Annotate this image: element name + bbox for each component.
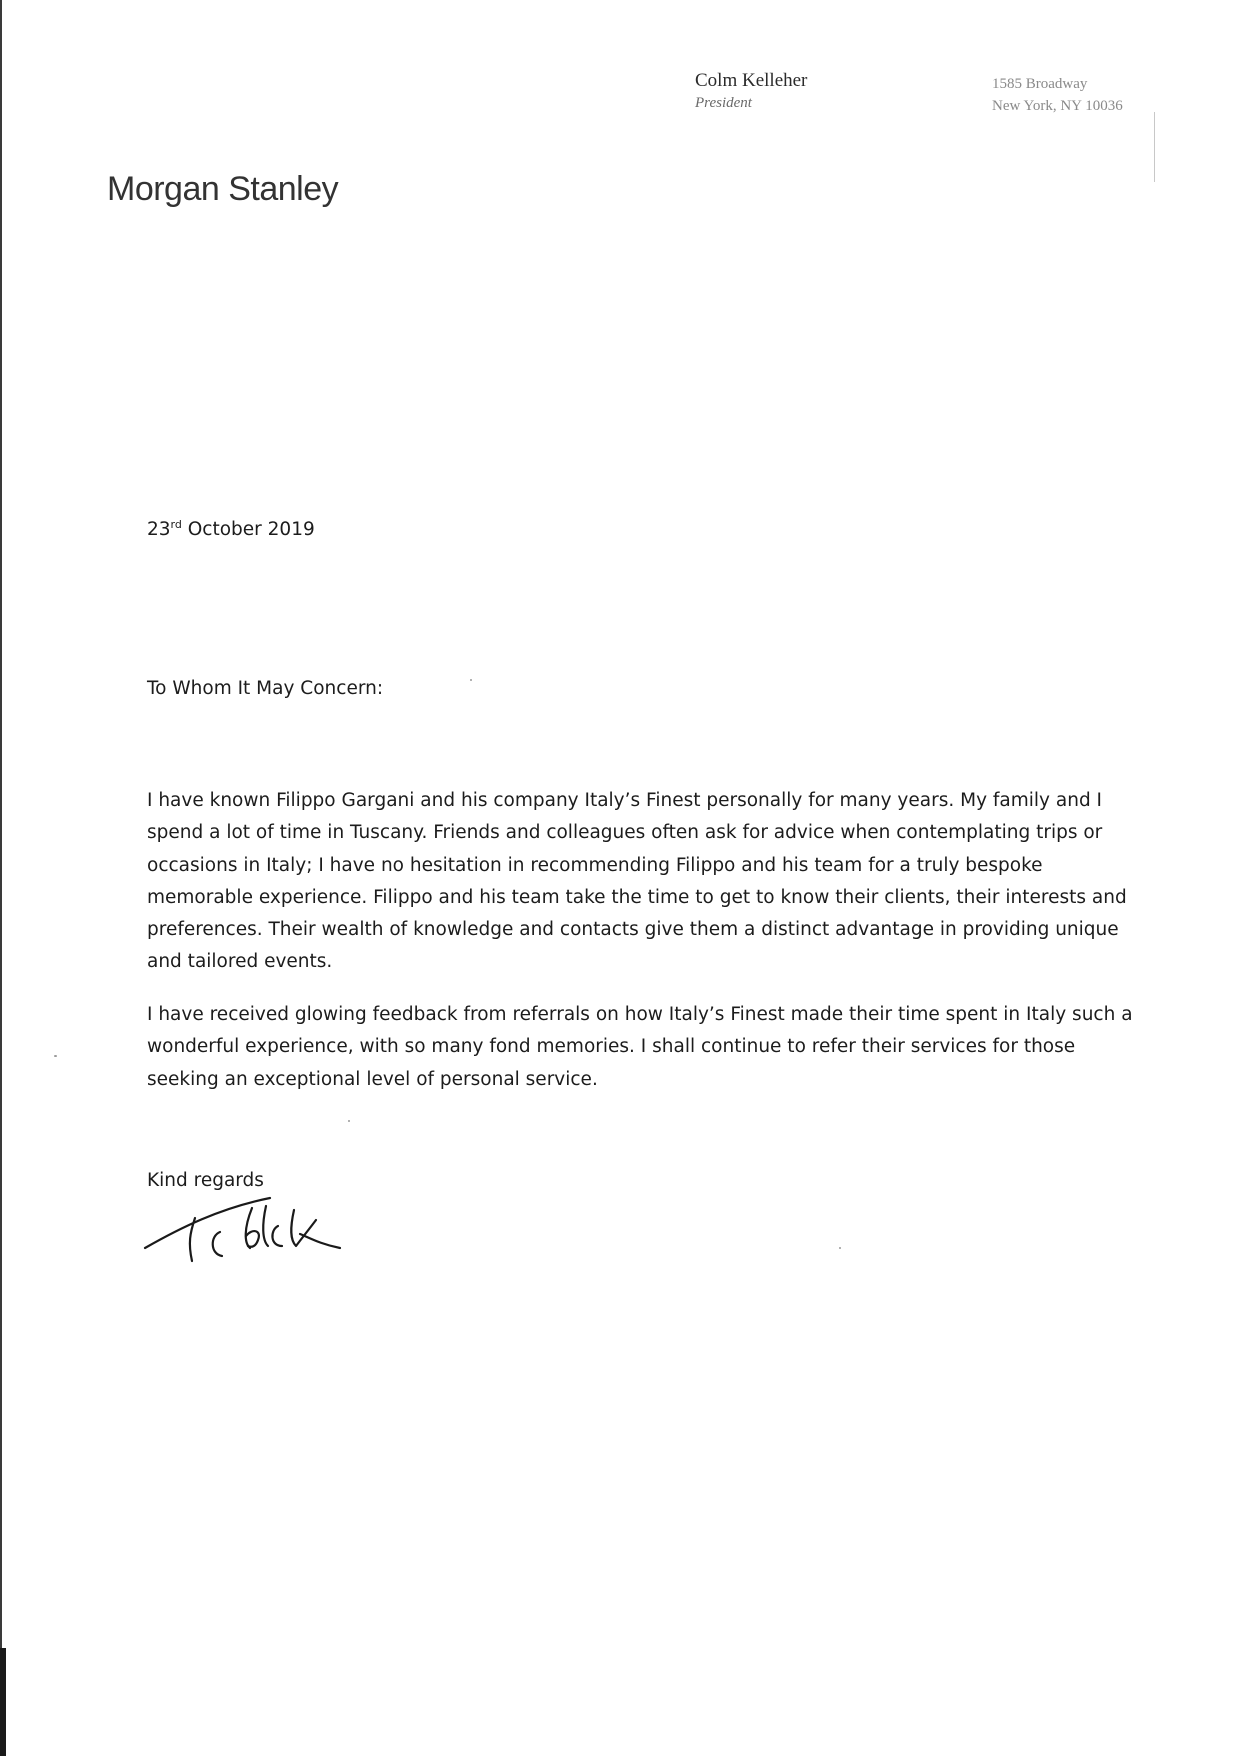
scan-edge (0, 0, 2, 1756)
address-line-2: New York, NY 10036 (992, 98, 1123, 114)
scan-edge-mark (0, 1648, 6, 1756)
date-day: 23 (147, 519, 171, 540)
handwritten-signature (140, 1188, 390, 1278)
letter-date (147, 519, 315, 540)
scan-speck (839, 1247, 841, 1249)
sender-title: President (695, 95, 752, 111)
sender-name: Colm Kelleher (695, 70, 808, 91)
date-suffix: rd (170, 517, 182, 531)
date-month-year: October 2019 (181, 519, 315, 540)
sender-address (992, 73, 1123, 117)
scan-speck (54, 1055, 57, 1057)
scan-speck (348, 1120, 350, 1122)
body-paragraph-1: I have known Filippo Gargani and his company Italy’s Finest personally for many years. My family and I spend a lot of time in Tuscany. Friends and colleagues often ask for advice when contemplating trips or occasions in Italy; I have no hesitation in recommending Filippo and his team for a truly bespoke memorable experience. Filippo and his team take the time to get to know their clients, their interests and preferences. Their wealth of knowledge and contacts give them a distinct advantage in providing unique and tailored events. (147, 790, 1127, 973)
address-line-1: 1585 Broadway (992, 76, 1088, 92)
body-paragraph-2: I have received glowing feedback from referrals on how Italy’s Finest made their time spent in Italy such a wonderful experience, with so many fond memories. I shall continue to refer their services for those seeking an exceptional level of personal service. (147, 1004, 1133, 1090)
scan-rule (1154, 112, 1155, 182)
closing: Kind regards (147, 1170, 264, 1191)
scan-speck (470, 679, 472, 681)
salutation: To Whom It May Concern: (147, 678, 384, 699)
company-logo: Morgan Stanley (107, 170, 339, 208)
